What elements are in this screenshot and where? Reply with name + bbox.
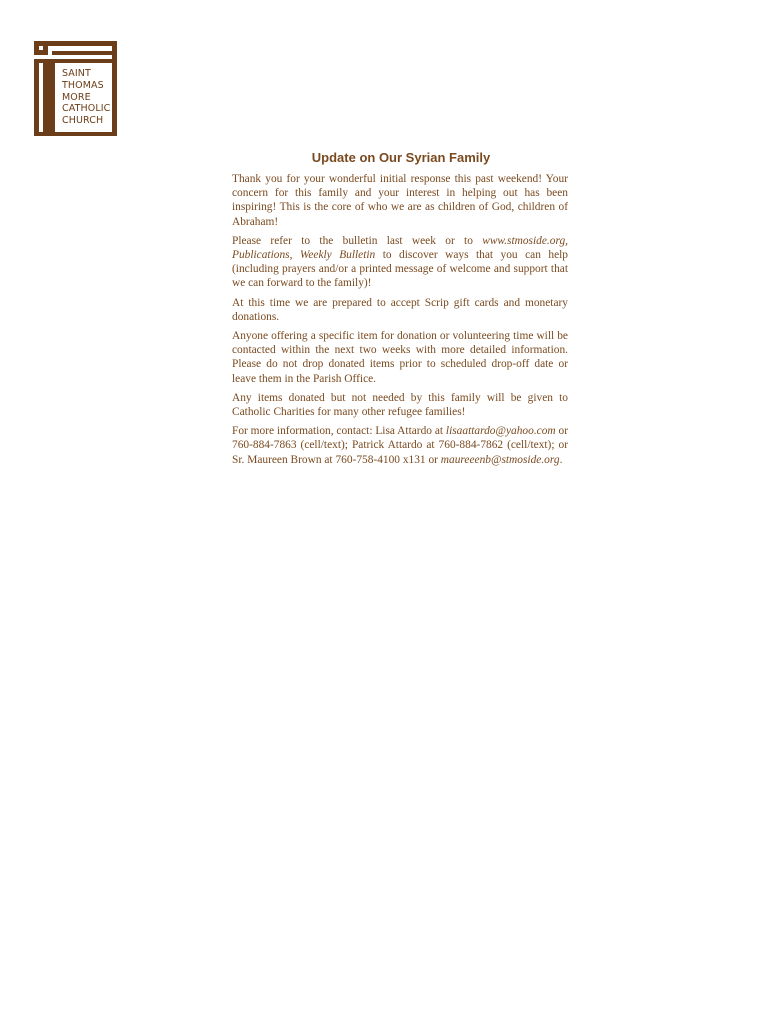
paragraph-bulletin xyxy=(232,234,568,291)
article xyxy=(232,150,568,472)
paragraph-more-info xyxy=(232,424,568,467)
paragraph-text: to discover ways that you can help (including prayers and/or a printed message of welcome and support that we can forward to the family)! xyxy=(232,249,568,290)
paragraph-text: For more information, contact: Lisa Attardo at xyxy=(232,425,446,438)
paragraph-donations: At this time we are prepared to accept Scrip gift cards and monetary donations. xyxy=(232,296,568,323)
paragraph-text: Please refer to the bulletin last week or to xyxy=(232,234,483,247)
logo-line: MORE xyxy=(62,91,91,103)
logo-line: THOMAS xyxy=(62,79,104,91)
church-logo xyxy=(34,41,117,136)
paragraph-thanks: Thank you for your wonderful initial response this past weekend! Your concern for this family and your interest in helping out has been inspiring! This is the core of who we are as children of God, children of Abraham! xyxy=(232,173,568,228)
paragraph-contact-time: Anyone offering a specific item for donation or volunteering time will be contacted within the next two weeks with more detailed information. Please do not drop donated items prior to scheduled drop-off date or leave them in the Parish Office. xyxy=(232,330,568,385)
logo-line: CHURCH xyxy=(62,115,104,127)
paragraph-charities: Any items donated but not needed by this family will be given to Catholic Charities for many other refugee families! xyxy=(232,391,568,419)
email-link-maureen[interactable]: maureeenb@stmoside.org xyxy=(440,453,560,466)
logo-line: SAINT xyxy=(62,68,91,79)
article-title: Update on Our Syrian Family xyxy=(311,150,491,165)
logo-text xyxy=(62,68,110,127)
email-link-lisa[interactable]: lisaattardo@yahoo.com xyxy=(445,425,556,438)
logo-line: CATHOLIC xyxy=(62,103,111,115)
website-link[interactable]: www.stmoside.org, Publications, Weekly Bulletin xyxy=(232,234,568,262)
paragraph-text: or 760-884-7863 (cell/text); Patrick Attardo at 760-884-7862 (cell/text); or Sr. Maureen Brown at 760-758-4100 x131 or xyxy=(232,425,568,466)
paragraph-text: . xyxy=(559,453,563,466)
